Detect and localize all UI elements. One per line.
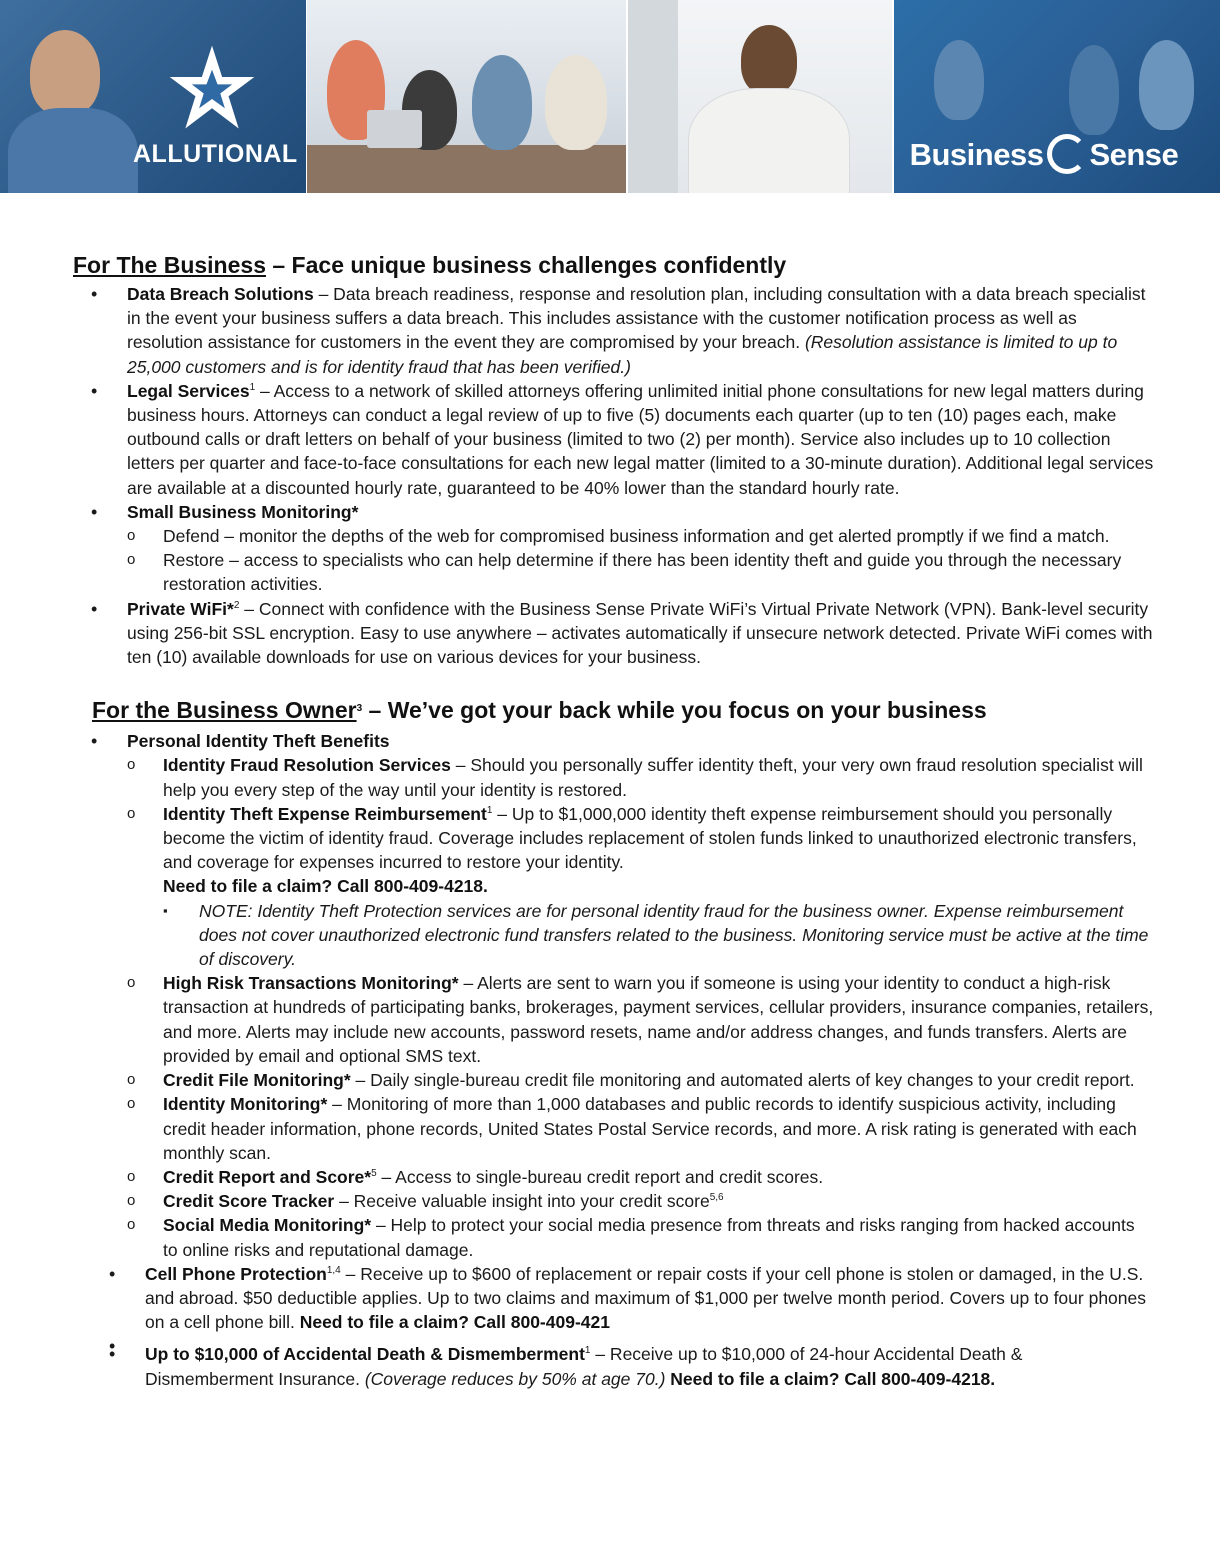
- list-item-small-business-monitoring: [0, 500, 1220, 597]
- list-spacer: [0, 1334, 1220, 1342]
- sublist-item-fraud-resolution: [127, 753, 1154, 801]
- item-italic-note: (Resolution assistance is limited to up to 25,000 customers and is for identity fraud that has been verified.): [127, 332, 1118, 377]
- list-item-cell-phone: [0, 1262, 1220, 1335]
- footnote-ref: 2: [233, 599, 240, 611]
- banner-person-3: [472, 55, 532, 150]
- list-item-legal-services: [0, 379, 1220, 500]
- heading-rest: – Face unique business challenges confidently: [265, 252, 787, 278]
- sublist-item-score-tracker: [127, 1189, 1154, 1213]
- note-item: ▪ NOTE: Identity Theft Protection services are for personal identity fraud for the business owner. Expense reimbursement does not cover unauthorized electronic fund transfers related to the business. Monitoring service must be active at the time of discovery.: [163, 899, 1154, 972]
- heading-underlined: For The Business: [73, 252, 266, 278]
- business-sense-logo: [910, 134, 1179, 174]
- sublist-item-defend: o Defend – monitor the depths of the web for compromised business information and get alerted promptly if we find a match.: [127, 524, 1154, 548]
- sublist-item-credit-file: [127, 1068, 1154, 1092]
- item-title: Cell Phone Protection: [145, 1263, 327, 1284]
- list-item-personal-identity-theft: [0, 729, 1220, 1261]
- banner-person-1: [934, 40, 984, 120]
- item-text: – Should you personally suﬀer identity theft, your very own fraud resolution specialist will help you every step of the way until your identity is restored.: [163, 755, 1143, 800]
- identity-theft-sublist: [127, 753, 1154, 1261]
- banner-person-2: [1069, 45, 1119, 135]
- footnote-ref: 3: [356, 703, 363, 715]
- item-text: – Up to $1,000,000 identity theft expense reimbursement should you personally become the victim of identity fraud. Coverage includes replacement of stolen funds linked to unauthorized electronic transfers, and coverage for expenses incurred to restore your identity.: [163, 803, 1137, 873]
- section-heading-business-owner: [0, 695, 1220, 725]
- banner-person-3: [1139, 40, 1194, 130]
- claim-phone-text: Need to file a claim? Call 800-409-4218.: [163, 876, 488, 897]
- item-text: – Help to protect your social media presence from threats and risks ranging from hacked accounts to online risks and reputational damage.: [163, 1215, 1135, 1260]
- banner-laptop: [367, 110, 422, 148]
- item-title: Personal Identity Theft Benefits: [127, 731, 390, 752]
- claim-phone-text: Need to file a claim? Call 800-409-421: [299, 1312, 610, 1333]
- business-sense-crescent-icon: [1047, 134, 1087, 174]
- list-item-accidental-death: [0, 1342, 1220, 1390]
- section-heading-business: [0, 250, 1220, 280]
- item-text: – Receive up to $10,000 of 24-hour Accidental Death & Dismemberment Insurance.: [145, 1344, 1023, 1389]
- item-text: – Data breach readiness, response and resolution plan, including consultation with a data breach specialist in the event your business suffers a data breach. This includes assistance with the customer notification process as well as resolution assistance for customers in the event they are compromised by your breach.: [127, 284, 1146, 353]
- sublist-item-social-media: [127, 1213, 1154, 1261]
- item-text: – Receive up to $600 of replacement or repair costs if your cell phone is stolen or damaged, in the U.S. and abroad. $50 deductible applies. Up to two claims and maximum of $1,000 per twelve month period. Covers up to four phones on a cell phone bill.: [145, 1263, 1146, 1333]
- business-benefits-list: [0, 282, 1220, 669]
- banner-person-shirt: [8, 108, 138, 193]
- item-title: Data Breach Solutions: [127, 284, 314, 304]
- item-title: High Risk Transactions Monitoring*: [163, 973, 459, 994]
- item-text: – Receive valuable insight into your credit score: [334, 1191, 710, 1212]
- item-text: – Connect with confidence with the Business Sense Private WiFi’s Virtual Private Network (VPN). Bank-level security using 256-bit SSL encryption. Easy to use anywhere – activates automatically if unsecure network detected. Private WiFi comes with ten (10) available downloads for use on various devices for your business.: [127, 598, 1153, 668]
- banner-photo-team-meeting: [307, 0, 625, 193]
- heading-underlined: For the Business Owner: [92, 697, 357, 724]
- list-item-data-breach: [0, 282, 1220, 379]
- item-title: Legal Services: [127, 380, 250, 401]
- item-text: – Daily single-bureau credit file monitoring and automated alerts of key changes to your credit report.: [350, 1070, 1135, 1091]
- banner-person-shirt: [688, 88, 850, 193]
- footnote-ref: 1,4: [326, 1264, 341, 1276]
- sublist-item-credit-report: [127, 1165, 1154, 1189]
- item-title: Credit File Monitoring*: [163, 1070, 351, 1091]
- allutional-star-logo-icon: [166, 42, 258, 134]
- sublist-item-restore: o Restore – access to specialists who can help determine if there has been identity theft and guide you through the necessary restoration activities.: [127, 548, 1154, 596]
- banner-photo-cafe: [894, 0, 1220, 193]
- item-text: – Alerts are sent to warn you if someone is using your identity to conduct a high-risk transaction at hundreds of participating banks, brokerages, payment services, cellular providers, insurance companies, retailers, and more. Alerts may include new accounts, password resets, name and/or address changes, and funds transfers. Alerts are provided by email and optional SMS text.: [163, 973, 1154, 1066]
- item-title: Credit Report and Score*: [163, 1166, 372, 1187]
- sublist-item-expense-reimbursement: [127, 802, 1154, 971]
- footnote-ref: 5: [371, 1167, 377, 1179]
- banner-photo-man-arms-crossed: [628, 0, 892, 193]
- banner-person-face: [30, 30, 100, 116]
- item-title: Identity Fraud Resolution Services: [163, 755, 451, 776]
- item-title: Private WiFi*: [127, 598, 234, 619]
- banner-window: [628, 0, 678, 193]
- note-sublist: [163, 899, 1154, 972]
- banner-person-face: [741, 25, 797, 95]
- footnote-ref: 1: [584, 1345, 591, 1357]
- item-italic-note: (Coverage reduces by 50% at age 70.): [364, 1368, 666, 1389]
- business-sense-logo-text-1: Business: [909, 137, 1044, 172]
- owner-extra-benefits-list: [0, 1262, 1220, 1391]
- item-title: Identity Monitoring*: [163, 1094, 328, 1115]
- item-title: Identity Theft Expense Reimbursement: [163, 803, 487, 824]
- banner-table: [307, 145, 625, 193]
- item-title: Small Business Monitoring*: [127, 501, 359, 522]
- footnote-ref: 5,6: [709, 1192, 724, 1204]
- monitoring-sublist: [127, 524, 1154, 597]
- footnote-ref: 1: [486, 804, 493, 816]
- item-title: Up to $10,000 of Accidental Death & Dismemberment: [145, 1344, 585, 1365]
- claim-phone-text: Need to file a claim? Call 800-409-4218.: [665, 1368, 996, 1389]
- item-title: Credit Score Tracker: [163, 1191, 335, 1212]
- item-title: Social Media Monitoring*: [163, 1215, 372, 1236]
- list-item-private-wifi: [0, 597, 1220, 670]
- item-text: – Access to a network of skilled attorneys offering unlimited initial phone consultations for new legal matters during business hours. Attorneys can conduct a legal review of up to five (5) documents each quarter (up to ten (10) pages each, make outbound calls or draft letters on behalf of your business (limited to two (2) per month). Service also includes up to 10 collection letters per quarter and face-to-face consultations for each new legal matter (limited to a 30-minute duration). Additional legal services are available at a discounted hourly rate, guaranteed to be 40% lower than the standard hourly rate.: [127, 380, 1154, 498]
- allutional-logo-text: ALLUTIONAL: [133, 140, 298, 168]
- sublist-item-high-risk: [127, 971, 1154, 1068]
- sublist-item-identity-monitoring: [127, 1092, 1154, 1165]
- item-text: – Access to single-bureau credit report and credit scores.: [376, 1166, 824, 1187]
- banner-person-4: [545, 55, 607, 150]
- footnote-ref: 1: [249, 381, 256, 393]
- business-sense-logo-text-2: Sense: [1089, 137, 1179, 172]
- header-banner: [0, 0, 1220, 193]
- banner-photo-man-plaid: [0, 0, 306, 193]
- owner-benefits-list: [0, 729, 1220, 1261]
- item-text: – Monitoring of more than 1,000 databases and public records to identify suspicious activity, including credit header information, phone records, United States Postal Service records, and more. A risk rating is generated with each monthly scan.: [163, 1094, 1137, 1163]
- document-body: [0, 250, 1220, 1391]
- heading-rest: – We’ve got your back while you focus on your business: [362, 697, 987, 724]
